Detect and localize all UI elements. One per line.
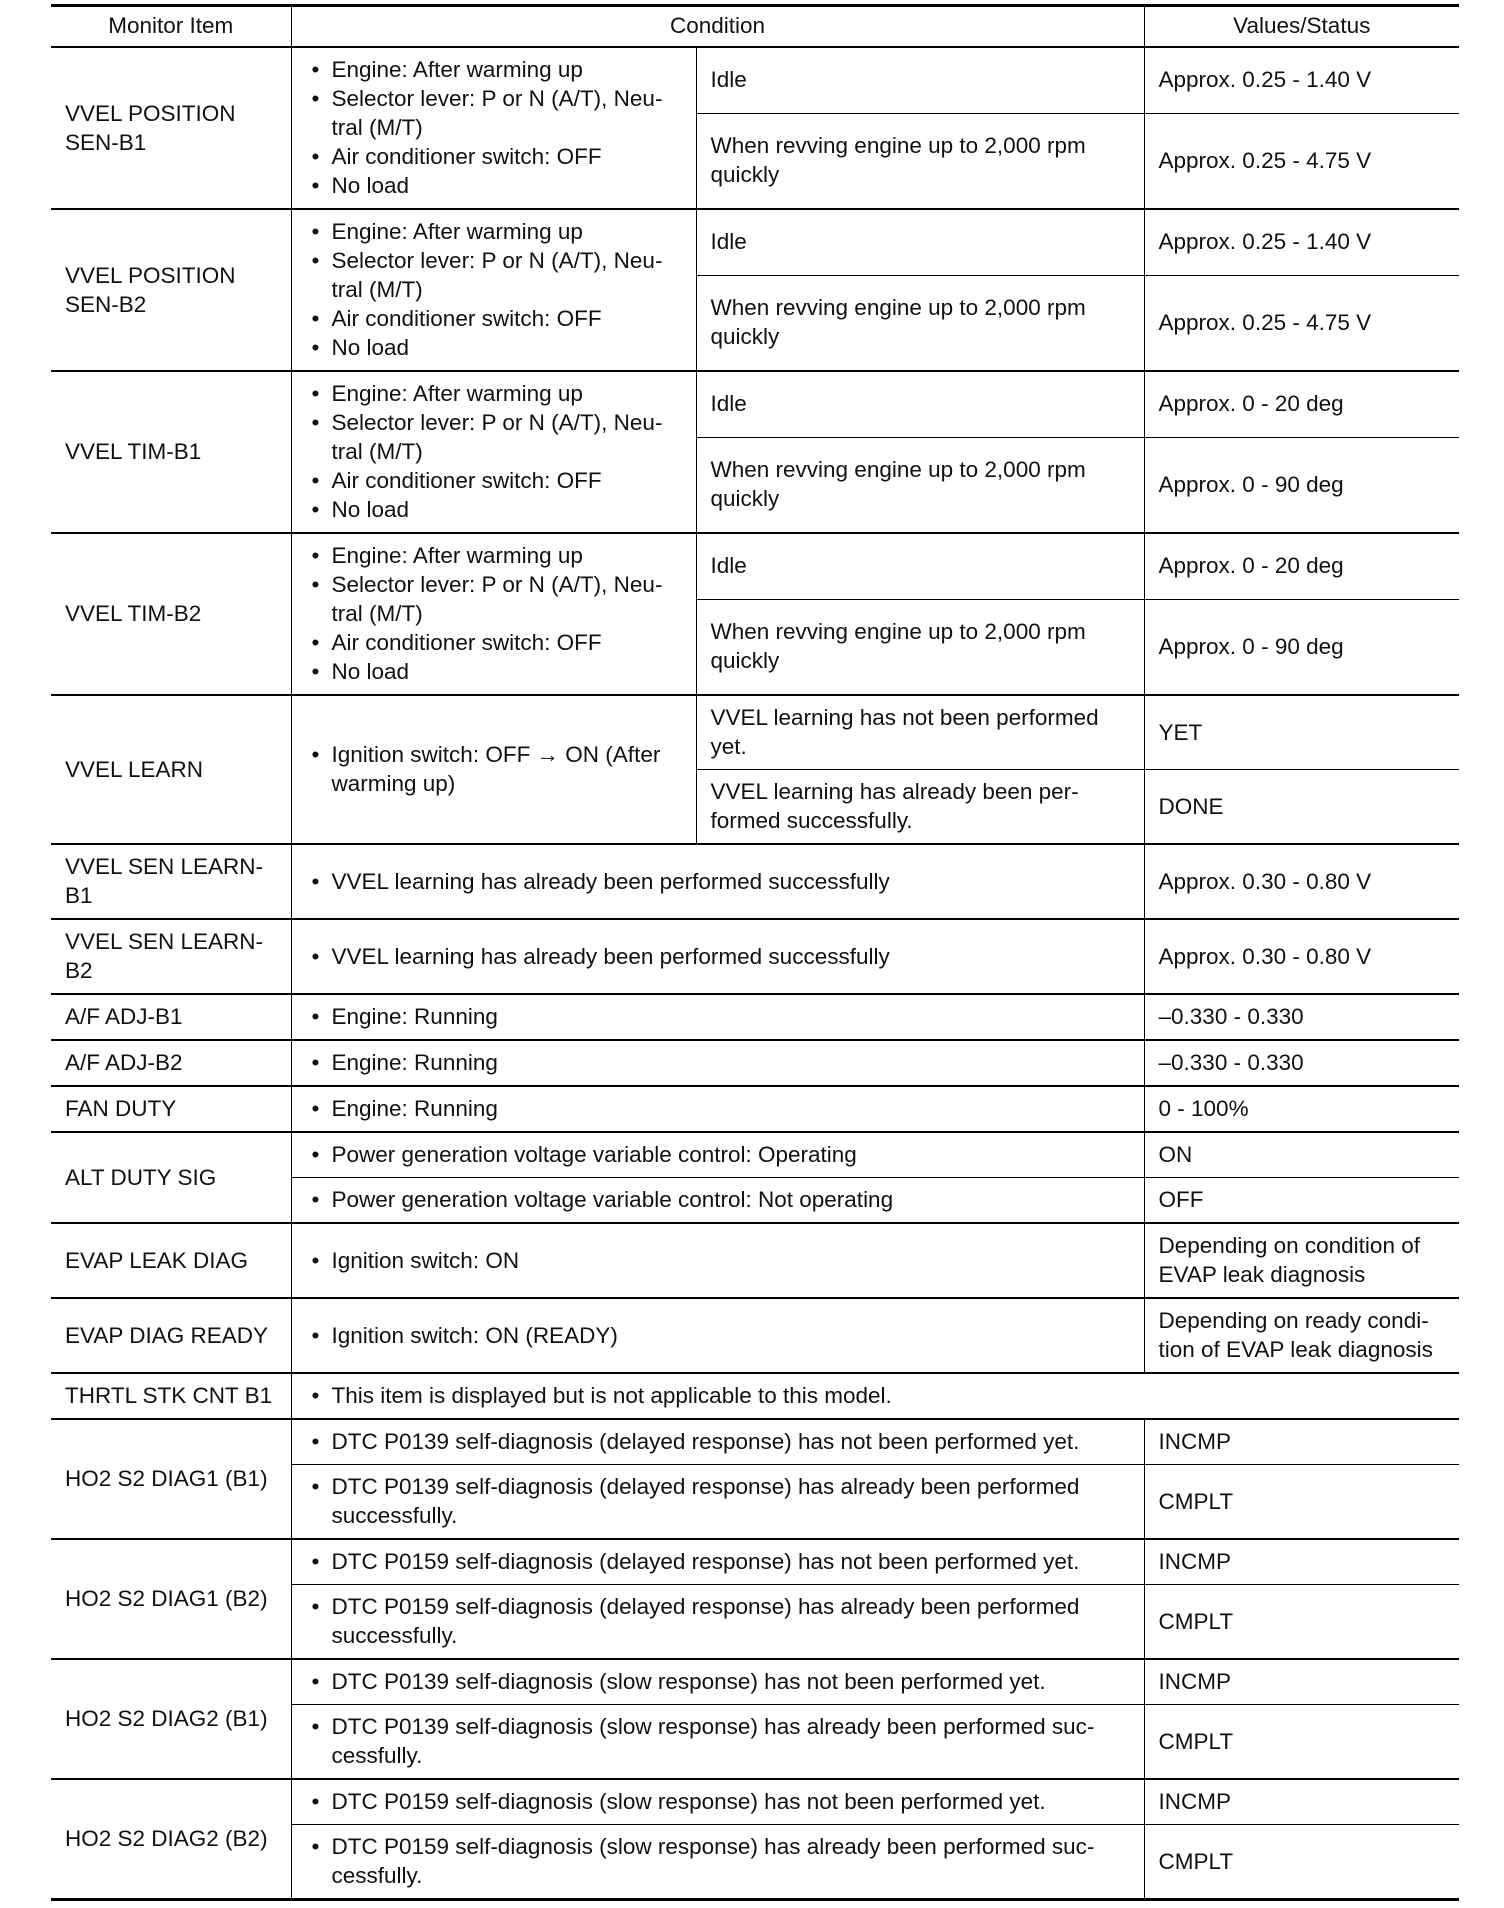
value-cell: Approx. 0.25 - 4.75 V (1144, 113, 1459, 209)
condition-bullet: • VVEL learning has already been performed successfully (306, 867, 1130, 896)
value-cell: Approx. 0 - 90 deg (1144, 599, 1459, 695)
value-cell: OFF (1144, 1178, 1459, 1224)
sub-condition: Idle (696, 47, 1144, 113)
table-row (51, 371, 1459, 437)
value-cell: Depending on condition of EVAP leak diagnosis (1144, 1223, 1459, 1298)
sub-condition: When revving engine up to 2,000 rpm quickly (696, 599, 1144, 695)
value-cell: INCMP (1144, 1779, 1459, 1825)
condition-bullet: • Power generation voltage variable control: Not operating (306, 1185, 1130, 1214)
value-cell: INCMP (1144, 1539, 1459, 1585)
monitor-item: EVAP DIAG READY (51, 1298, 291, 1373)
condition-list (291, 1419, 1144, 1465)
condition-list (291, 1659, 1144, 1705)
sub-condition: When revving engine up to 2,000 rpm quickly (696, 437, 1144, 533)
value-cell: Approx. 0 - 90 deg (1144, 437, 1459, 533)
condition-bullet: • No load (306, 657, 682, 686)
condition-list (291, 919, 1144, 994)
table-row (51, 209, 1459, 275)
value-cell: INCMP (1144, 1419, 1459, 1465)
condition-bullet: • Air conditioner switch: OFF (306, 304, 682, 333)
condition-bullet: • Engine: Running (306, 1002, 1130, 1031)
value-cell: CMPLT (1144, 1705, 1459, 1780)
header-row (51, 6, 1459, 48)
condition-list (291, 1779, 1144, 1825)
condition-list (291, 47, 696, 209)
table-row (51, 47, 1459, 113)
table-row (51, 1040, 1459, 1086)
table-row (51, 844, 1459, 919)
condition-bullet: • Ignition switch: ON (READY) (306, 1321, 1130, 1350)
table-row (51, 695, 1459, 770)
value-cell: Approx. 0.25 - 1.40 V (1144, 209, 1459, 275)
monitor-item: HO2 S2 DIAG1 (B1) (51, 1419, 291, 1539)
table-row (51, 994, 1459, 1040)
condition-bullet: • Selector lever: P or N (A/T), Neu-tral (M/T) (306, 246, 682, 304)
condition-bullet: • DTC P0159 self-diagnosis (delayed response) has not been performed yet. (306, 1547, 1130, 1576)
condition-bullet: • No load (306, 495, 682, 524)
condition-bullet: • Selector lever: P or N (A/T), Neu-tral (M/T) (306, 408, 682, 466)
value-cell: CMPLT (1144, 1585, 1459, 1660)
value-cell: Approx. 0 - 20 deg (1144, 371, 1459, 437)
table-row (51, 1539, 1459, 1585)
value-cell: –0.330 - 0.330 (1144, 994, 1459, 1040)
monitor-item: VVEL SEN LEARN-B1 (51, 844, 291, 919)
value-cell: –0.330 - 0.330 (1144, 1040, 1459, 1086)
sub-condition: VVEL learning has not been performed yet. (696, 695, 1144, 770)
table-row (51, 1298, 1459, 1373)
condition-bullet: • No load (306, 333, 682, 362)
condition-bullet: • DTC P0139 self-diagnosis (delayed response) has already been performed successfully. (306, 1472, 1130, 1530)
condition-bullet: • Ignition switch: ON (306, 1246, 1130, 1275)
condition-bullet: • Engine: After warming up (306, 379, 682, 408)
table-row (51, 919, 1459, 994)
value-cell: ON (1144, 1132, 1459, 1178)
condition-list (291, 1298, 1144, 1373)
value-cell: INCMP (1144, 1659, 1459, 1705)
monitor-item: VVEL TIM-B2 (51, 533, 291, 695)
condition-bullet: • DTC P0139 self-diagnosis (delayed response) has not been performed yet. (306, 1427, 1130, 1456)
condition-bullet: • Engine: Running (306, 1048, 1130, 1077)
monitor-item: HO2 S2 DIAG1 (B2) (51, 1539, 291, 1659)
sub-condition: Idle (696, 533, 1144, 599)
table-row (51, 1779, 1459, 1825)
table-row (51, 1659, 1459, 1705)
monitor-item: A/F ADJ-B2 (51, 1040, 291, 1086)
condition-bullet: • DTC P0159 self-diagnosis (slow response) has not been performed yet. (306, 1787, 1130, 1816)
condition-list (291, 1373, 1459, 1419)
condition-list (291, 1825, 1144, 1900)
table-row (51, 1086, 1459, 1132)
condition-bullet: • DTC P0139 self-diagnosis (slow response) has not been performed yet. (306, 1667, 1130, 1696)
condition-bullet: • DTC P0159 self-diagnosis (slow response) has already been performed suc-cessfully. (306, 1832, 1130, 1890)
condition-bullet: • This item is displayed but is not applicable to this model. (306, 1381, 1446, 1410)
condition-bullet: • No load (306, 171, 682, 200)
value-cell: Approx. 0 - 20 deg (1144, 533, 1459, 599)
monitor-item: HO2 S2 DIAG2 (B2) (51, 1779, 291, 1900)
condition-list (291, 533, 696, 695)
monitor-item: VVEL LEARN (51, 695, 291, 844)
condition-bullet: • Engine: After warming up (306, 55, 682, 84)
table-row (51, 1223, 1459, 1298)
condition-list (291, 994, 1144, 1040)
condition-list (291, 1132, 1144, 1178)
monitor-item: VVEL POSITION SEN-B2 (51, 209, 291, 371)
condition-bullet: • DTC P0159 self-diagnosis (delayed response) has already been performed successfully. (306, 1592, 1130, 1650)
value-cell: Approx. 0.30 - 0.80 V (1144, 919, 1459, 994)
value-cell: YET (1144, 695, 1459, 770)
table-row (51, 1373, 1459, 1419)
condition-list (291, 695, 696, 844)
condition-list (291, 1465, 1144, 1540)
condition-bullet: • Engine: After warming up (306, 541, 682, 570)
value-cell: Approx. 0.25 - 1.40 V (1144, 47, 1459, 113)
condition-bullet: • VVEL learning has already been performed successfully (306, 942, 1130, 971)
sub-condition: VVEL learning has already been per-formed successfully. (696, 770, 1144, 845)
monitor-item: HO2 S2 DIAG2 (B1) (51, 1659, 291, 1779)
value-cell: Approx. 0.30 - 0.80 V (1144, 844, 1459, 919)
condition-bullet: • Power generation voltage variable control: Operating (306, 1140, 1130, 1169)
condition-bullet: • Air conditioner switch: OFF (306, 142, 682, 171)
condition-list (291, 371, 696, 533)
monitor-item-table (51, 4, 1459, 1901)
condition-bullet: • Selector lever: P or N (A/T), Neu-tral (M/T) (306, 570, 682, 628)
monitor-item: ALT DUTY SIG (51, 1132, 291, 1223)
table-row (51, 1132, 1459, 1178)
monitor-item: VVEL TIM-B1 (51, 371, 291, 533)
sub-condition: When revving engine up to 2,000 rpm quickly (696, 275, 1144, 371)
condition-bullet: • Engine: Running (306, 1094, 1130, 1123)
table-row (51, 533, 1459, 599)
condition-list (291, 1705, 1144, 1780)
condition-bullet: • Selector lever: P or N (A/T), Neu-tral (M/T) (306, 84, 682, 142)
monitor-item: VVEL SEN LEARN-B2 (51, 919, 291, 994)
header-condition: Condition (291, 6, 1144, 48)
condition-bullet: • Air conditioner switch: OFF (306, 466, 682, 495)
condition-list (291, 1086, 1144, 1132)
condition-bullet: • Air conditioner switch: OFF (306, 628, 682, 657)
condition-list (291, 1223, 1144, 1298)
condition-list (291, 1040, 1144, 1086)
monitor-item: A/F ADJ-B1 (51, 994, 291, 1040)
value-cell: CMPLT (1144, 1825, 1459, 1900)
condition-list (291, 1178, 1144, 1224)
value-cell: Approx. 0.25 - 4.75 V (1144, 275, 1459, 371)
header-values-status: Values/Status (1144, 6, 1459, 48)
condition-bullet: • Engine: After warming up (306, 217, 682, 246)
condition-list (291, 209, 696, 371)
value-cell: CMPLT (1144, 1465, 1459, 1540)
monitor-item: EVAP LEAK DIAG (51, 1223, 291, 1298)
condition-bullet: • Ignition switch: OFF → ON (After warming up) (306, 740, 682, 798)
table-row (51, 1419, 1459, 1465)
condition-list (291, 844, 1144, 919)
sub-condition: Idle (696, 371, 1144, 437)
sub-condition: Idle (696, 209, 1144, 275)
condition-list (291, 1539, 1144, 1585)
sub-condition: When revving engine up to 2,000 rpm quickly (696, 113, 1144, 209)
monitor-item: THRTL STK CNT B1 (51, 1373, 291, 1419)
condition-bullet: • DTC P0139 self-diagnosis (slow response) has already been performed suc-cessfully. (306, 1712, 1130, 1770)
value-cell: DONE (1144, 770, 1459, 845)
value-cell: Depending on ready condi-tion of EVAP leak diagnosis (1144, 1298, 1459, 1373)
value-cell: 0 - 100% (1144, 1086, 1459, 1132)
monitor-item: VVEL POSITION SEN-B1 (51, 47, 291, 209)
monitor-item: FAN DUTY (51, 1086, 291, 1132)
condition-list (291, 1585, 1144, 1660)
header-monitor-item: Monitor Item (51, 6, 291, 48)
